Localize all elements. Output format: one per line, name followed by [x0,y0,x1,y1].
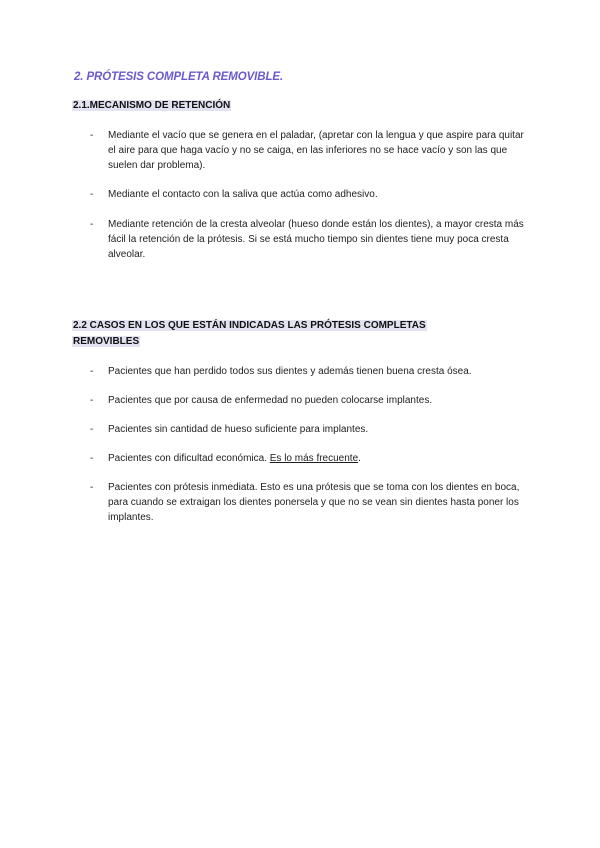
document-title: 2. PRÓTESIS COMPLETA REMOVIBLE. [74,71,284,83]
bullet-dash: - [90,424,94,435]
list-item [0,128,528,173]
bullet-dash: - [90,395,94,406]
retention-list [0,128,528,262]
list-item [0,217,528,262]
underlined-emphasis: Es lo más frecuente [269,453,359,464]
bullet-dash: - [90,482,94,493]
list-item [0,364,528,379]
list-item-text: Mediante el contacto con la saliva que actúa como adhesivo. [108,189,378,200]
list-item-text: Mediante el vacío que se genera en el paladar, (apretar con la lengua y que aspire para quitar el aire para que haga vacío y no se caiga, en las inferiores no se hace vacío y son las que suelen dar problema). [108,130,524,171]
list-item-end: . [358,453,361,464]
section-heading-retention [72,98,231,114]
bullet-dash: - [90,453,94,464]
section-heading-indications-line1: 2.2 CASOS EN LOS QUE ESTÁN INDICADAS LAS PRÓTESIS COMPLETAS [73,320,426,331]
section-heading-indications-line2: REMOVIBLES [73,336,140,347]
list-item-text: Pacientes con prótesis inmediata. Esto es una prótesis que se toma con los dientes en boca, para cuando se extraigan los dientes ponersela y que no se vean sin dientes hasta poner los implantes. [108,482,520,523]
list-item [0,422,528,437]
list-item-text: Pacientes con dificultad económica. [108,453,270,464]
bullet-dash: - [90,189,94,200]
bullet-dash: - [90,130,94,141]
list-item [0,451,528,466]
list-item-text: Pacientes sin cantidad de hueso suficiente para implantes. [108,424,369,435]
list-item-text: Mediante retención de la cresta alveolar (hueso donde están los dientes), a mayor cresta más fácil la retención de la prótesis. Si se está mucho tiempo sin dientes tiene muy poca cresta alveolar. [108,219,524,260]
bullet-dash: - [90,219,94,230]
section-heading-retention-text: 2.1.MECANISMO DE RETENCIÓN [73,100,231,111]
indications-list [0,364,528,525]
list-item [0,187,528,202]
list-item-text: Pacientes que por causa de enfermedad no pueden colocarse implantes. [108,395,433,406]
section-heading-indications [72,318,512,350]
list-item [0,480,528,525]
bullet-dash: - [90,366,94,377]
list-item-text: Pacientes que han perdido todos sus dientes y además tienen buena cresta ósea. [108,366,472,377]
list-item [0,393,528,408]
